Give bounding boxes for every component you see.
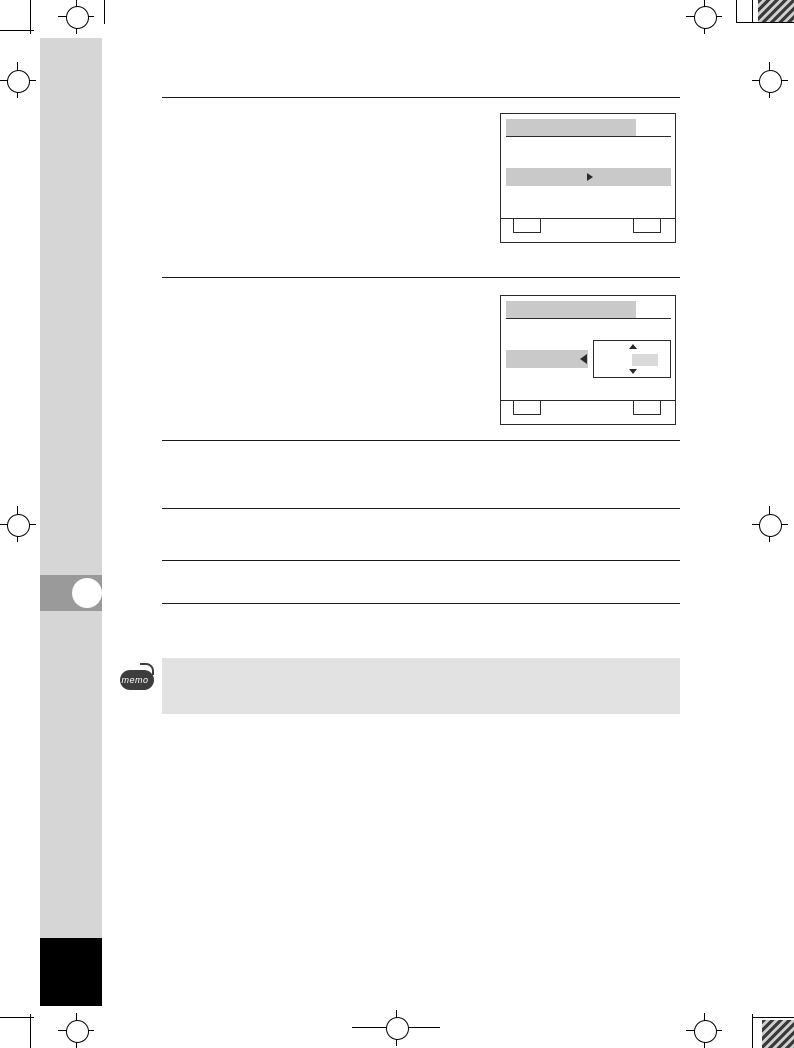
registration-target-icon xyxy=(694,6,717,29)
page-side-band xyxy=(40,38,102,1006)
value-spinner[interactable] xyxy=(593,340,671,378)
screen-title-bar xyxy=(506,301,636,318)
registration-target-icon xyxy=(759,70,782,93)
color-swatch xyxy=(758,0,794,22)
registration-target-icon xyxy=(66,6,89,29)
section-rule xyxy=(162,508,680,509)
crop-mark-icon xyxy=(30,0,31,34)
crop-mark-icon xyxy=(0,30,34,31)
section-rule xyxy=(162,440,680,441)
section-rule xyxy=(162,603,680,604)
memo-badge-label: memo xyxy=(121,675,149,685)
color-swatch xyxy=(762,1020,794,1048)
left-soft-key[interactable] xyxy=(513,219,541,233)
registration-target-icon xyxy=(7,514,30,537)
caret-up-icon[interactable] xyxy=(629,344,637,349)
crop-mark-icon xyxy=(736,0,737,22)
section-rule xyxy=(162,560,680,561)
chapter-tab-number xyxy=(72,578,102,608)
registration-target-icon xyxy=(386,1017,409,1040)
menu-screen-1 xyxy=(500,113,676,243)
crop-mark-icon xyxy=(752,1017,794,1018)
registration-target-icon xyxy=(66,1020,89,1043)
right-soft-key[interactable] xyxy=(633,401,661,415)
crop-mark-icon xyxy=(752,0,753,22)
crop-mark-icon xyxy=(752,1014,753,1048)
registration-target-icon xyxy=(7,70,30,93)
caret-down-icon[interactable] xyxy=(629,369,637,374)
left-soft-key[interactable] xyxy=(513,401,541,415)
menu-screen-2 xyxy=(500,295,676,425)
screen-title-underline xyxy=(506,318,671,319)
caret-right-icon xyxy=(587,173,593,181)
crop-mark-icon xyxy=(0,1017,34,1018)
caret-left-icon xyxy=(580,354,587,364)
section-rule xyxy=(162,97,680,98)
page-footer-block xyxy=(40,938,102,1006)
screen-title-bar xyxy=(506,119,636,136)
crop-mark-icon xyxy=(104,0,105,24)
right-soft-key[interactable] xyxy=(633,219,661,233)
menu-row-highlighted[interactable] xyxy=(506,350,588,368)
memo-box xyxy=(162,658,680,714)
crop-mark-icon xyxy=(736,22,794,23)
registration-target-icon xyxy=(759,514,782,537)
screen-title-underline xyxy=(506,136,671,137)
section-rule xyxy=(162,277,680,278)
spinner-value xyxy=(632,354,658,366)
registration-target-icon xyxy=(694,1020,717,1043)
memo-badge xyxy=(118,662,156,692)
crop-mark-icon xyxy=(30,1014,31,1048)
